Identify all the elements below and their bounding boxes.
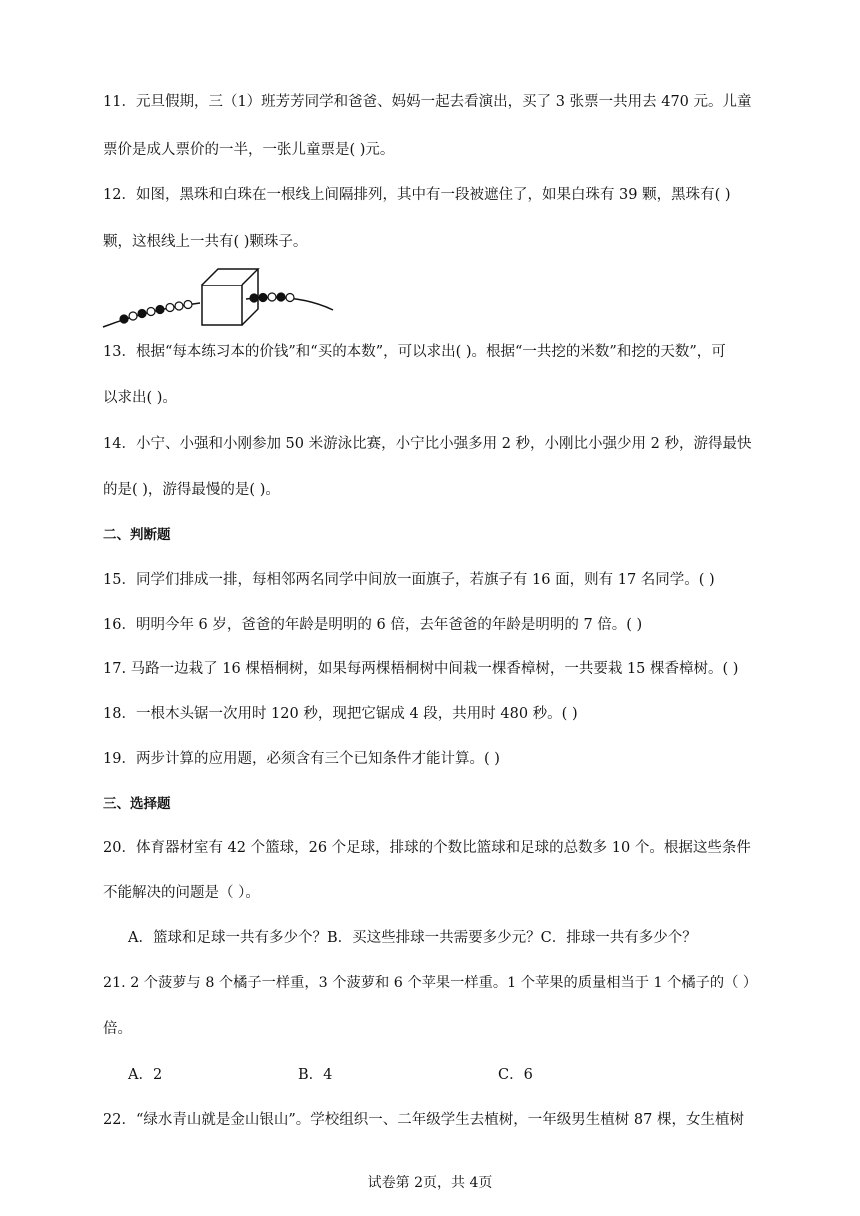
q16: 16．明明今年 6 岁，爸爸的年龄是明明的 6 倍，去年爸爸的年龄是明明的 7 倍。( ) [103,617,643,633]
q12-line2: 颗，这根线上一共有( )颗珠子。 [103,234,308,250]
q21-line1: 21. 2 个菠萝与 8 个橘子一样重，3 个菠萝和 6 个苹果一样重。1 个苹果的质量相当于 1 个橘子的（ ） [103,975,758,991]
q21-option-b: B．4 [298,1067,333,1083]
q22-line1: 22．“绿水青山就是金山银山”。学校组织一、二年级学生去植树，一年级男生植树 87 棵，女生植树 [103,1112,744,1128]
page-footer: 试卷第 2页，共 4页 [367,1175,493,1191]
bead-white [268,293,276,301]
bead-string-figure [100,263,340,333]
bead-black [138,310,146,318]
q19: 19．两步计算的应用题，必须含有三个已知条件才能计算。( ) [103,751,500,767]
q21-line2: 倍。 [103,1021,132,1037]
section-heading-choice: 三、选择题 [103,796,171,812]
section-heading-judgement: 二、判断题 [103,527,171,543]
bead-white [147,308,155,316]
bead-black [120,315,128,323]
bead-black [156,306,164,314]
bead-white [166,304,174,312]
q20-line1: 20．体育器材室有 42 个篮球，26 个足球，排球的个数比篮球和足球的总数多 10 个。根据这些条件 [103,840,751,856]
beads-left [120,301,192,324]
q13-line1: 13．根据“每本练习本的价钱”和“买的本数”，可以求出( )。根据“一共挖的米数”和挖的天数”，可 [103,344,726,360]
q11-line1: 11．元旦假期，三（1）班芳芳同学和爸爸、妈妈一起去看演出，买了 3 张票一共用去 470 元。儿童 [103,94,752,110]
bead-black [259,294,267,302]
q20-line2: 不能解决的问题是（ ）。 [103,885,260,901]
q14-line1: 14．小宁、小强和小刚参加 50 米游泳比赛，小宁比小强多用 2 秒，小刚比小强少用 2 秒，游得最快 [103,436,752,452]
q15: 15．同学们排成一排，每相邻两名同学中间放一面旗子，若旗子有 16 面，则有 17 名同学。( ) [103,572,715,588]
bead-white [175,302,183,310]
q21-option-a: A．2 [128,1067,163,1083]
bead-black [250,294,258,302]
q20-options: A．篮球和足球一共有多少个？B．买这些排球一共需要多少元？C．排球一共有多少个？ [128,930,697,946]
beads-right [250,293,294,302]
bead-black [277,293,285,301]
bead-white [129,312,137,320]
q18: 18．一根木头锯一次用时 120 秒，现把它锯成 4 段，共用时 480 秒。( ) [103,706,578,722]
q11-line2: 票价是成人票价的一半，一张儿童票是( )元。 [103,142,395,158]
q13-line2: 以求出( )。 [103,390,177,406]
q12-line1: 12．如图，黑珠和白珠在一根线上间隔排列，其中有一段被遮住了，如果白珠有 39 颗，黑珠有( ) [103,187,731,203]
q14-line2: 的是( )，游得最慢的是( )。 [103,482,280,498]
q17: 17. 马路一边栽了 16 棵梧桐树，如果每两棵梧桐树中间栽一棵香樟树，一共要栽 15 棵香樟树。( ) [103,661,739,677]
bead-white [184,301,192,309]
bead-white [286,294,294,302]
q21-option-c: C．6 [498,1067,533,1083]
